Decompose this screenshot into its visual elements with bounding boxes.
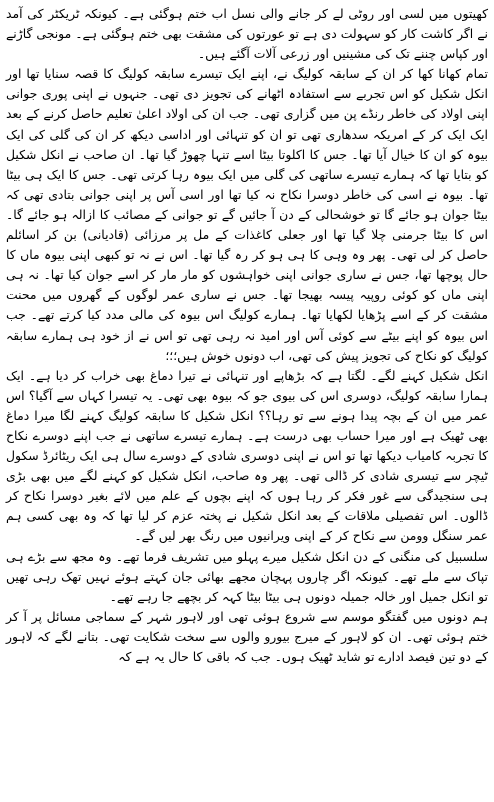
paragraph-3: انکل شکیل کہنے لگے۔ لگتا ہے کہ بڑھاپے اور تنہائی نے تیرا دماغ بھی خراب کر دیا ہے۔ ایک ہمارا سابقہ کولیگ، دوسری اس کی بیوی جو کہ بیوہ بھی تھی۔ یہ تیسرا کہاں سے آگیا؟ اس عمر میں ان کے بچہ پیدا ہونے سے تو رہا؟؟ انکل شکیل کا سابقہ کولیگ کہنے لگا میرا دماغ بھی ٹھیک ہے اور میرا حساب بھی درست ہے۔ ہمارے تیسرے ساتھی نے جب اپنے دوسرے نکاح کا تجربہ کامیاب دیکھا تھا تو اس نے اپنی دوسری شادی کے دوسرے سال ہی ایک ریٹائرڈ سکول ٹیچر سے تیسری شادی کر ڈالی تھی۔ پھر وہ صاحب، انکل شکیل کو کہنے لگے میں بھی بڑی ہی سنجیدگی سے غور فکر کر رہا ہوں کہ اپنے بچوں کے علم میں لائے بغیر دوسرا نکاح کر ڈالوں۔ اس تفصیلی ملاقات کے بعد انکل شکیل نے پختہ عزم کر لیا تھا کہ وہ بھی کسی ہم عمر سنگل وومن سے نکاح کر کے اپنی ویرانیوں میں رنگ بھر لیں گے۔ — [6, 367, 488, 544]
paragraph-2: تمام کھانا کھا کر ان کے سابقہ کولیگ نے، اپنے ایک تیسرے سابقہ کولیگ کا قصہ سنایا تھا اور انکل شکیل کو اس تجربے سے استفادہ اٹھانے کی تجویز دی تھی۔ جنہوں نے اپنی پوری جوانی اپنی اولاد کی خاطر رنڈے پن میں گزاری تھی۔ جب ان کی اولاد اعلیٰ تعلیم حاصل کرنے کے بعد ایک ایک کر کے امریکہ سدھاری تھی تو ان کو تنہائی اور اداسی دیکھ کر ان کی گلی کی ایک بیوہ کو ان کا خیال آیا تھا۔ جس کا اکلوتا بیٹا اسے تنہا چھوڑ گیا تھا۔ ان صاحب نے انکل شکیل کو بتایا تھا کہ ہمارے تیسرے ساتھی کی گلی میں ایک بیوہ رہا کرتی تھی۔ جس کا ایک ہی بیٹا تھا۔ بیوہ نے اسی کی خاطر دوسرا نکاح نہ کیا تھا اور اسی آس پر اپنی جوانی بتادی تھی کہ بیٹا جوان ہو جائے گا تو خوشحالی کے دن آ جائیں گے تو جوانی کے مصائب کا ازالہ ہو جائے گا۔ اس کا بیٹا جرمنی چلا گیا تھا اور جعلی کاغذات کے مل پر مرزائی (قادیانی) بن کر اسائلم حاصل کر لی تھی۔ پھر وہ وہی کا ہی ہو کر رہ گیا تھا۔ اس نے نہ تو کبھی اپنی بیوہ ماں کا حال پوچھا تھا، جس نے ساری جوانی اپنی خواہشوں کو مار مار کر اسے جوان کیا تھا۔ نہ ہی اپنی ماں کو کوئی روپیہ پیسہ بھیجا تھا۔ جس نے ساری عمر لوگوں کے گھروں میں محنت مشقت کر کے اسے پڑھایا لکھایا تھا۔ ہمارے کولیگ اس بیوہ کی مالی مدد کیا کرتے تھے۔ جب اس بیوہ کو اپنے بیٹے سے کوئی آس اور امید نہ رہی تھی تو اس نے از خود ہی ہمارے سابقہ کولیگ کو نکاح کی تجویز پیش کی تھی، اب دونوں خوش ہیں؛؛؛ — [6, 66, 488, 363]
paragraph-1: کھیتوں میں لسی اور روٹی لے کر جانے والی نسل اب ختم ہوگئی ہے۔ کیونکہ ٹریکٹر کی آمد نے اگر کاشت کار کو سہولت دی ہے تو عورتوں کی مشقت بھی ختم ہوگئی ہے۔ مونجی گاڑنے اور کپاس چننے تک کی مشینیں اور زرعی آلات آگئے ہیں۔ — [6, 6, 488, 62]
paragraph-5: ہم دونوں میں گفتگو موسم سے شروع ہوئی تھی اور لاہور شہر کے سماجی مسائل پر آ کر ختم ہوئی تھی۔ ان کو لاہور کے میرج بیورو والوں سے سخت شکایت تھی۔ بتانے لگے کہ لاہور کے دو تین فیصد ادارے تو شاید ٹھیک ہوں۔ جب کہ باقی کا حال یہ ہے کہ — [6, 608, 488, 664]
paragraph-4: سلسبیل کی منگنی کے دن انکل شکیل میرے پہلو میں تشریف فرما تھے۔ وہ مجھ سے بڑے ہی تپاک سے ملے تھے۔ کیونکہ اگر چاروں پہچان مجھے بھائی جان کہتے ہوئے نہیں تھک رہی تھیں تو انکل جمیل اور خالہ جمیلہ دونوں ہی بیٹا بیٹا کہہ کر بچھے جا رہے تھے۔ — [6, 548, 488, 604]
